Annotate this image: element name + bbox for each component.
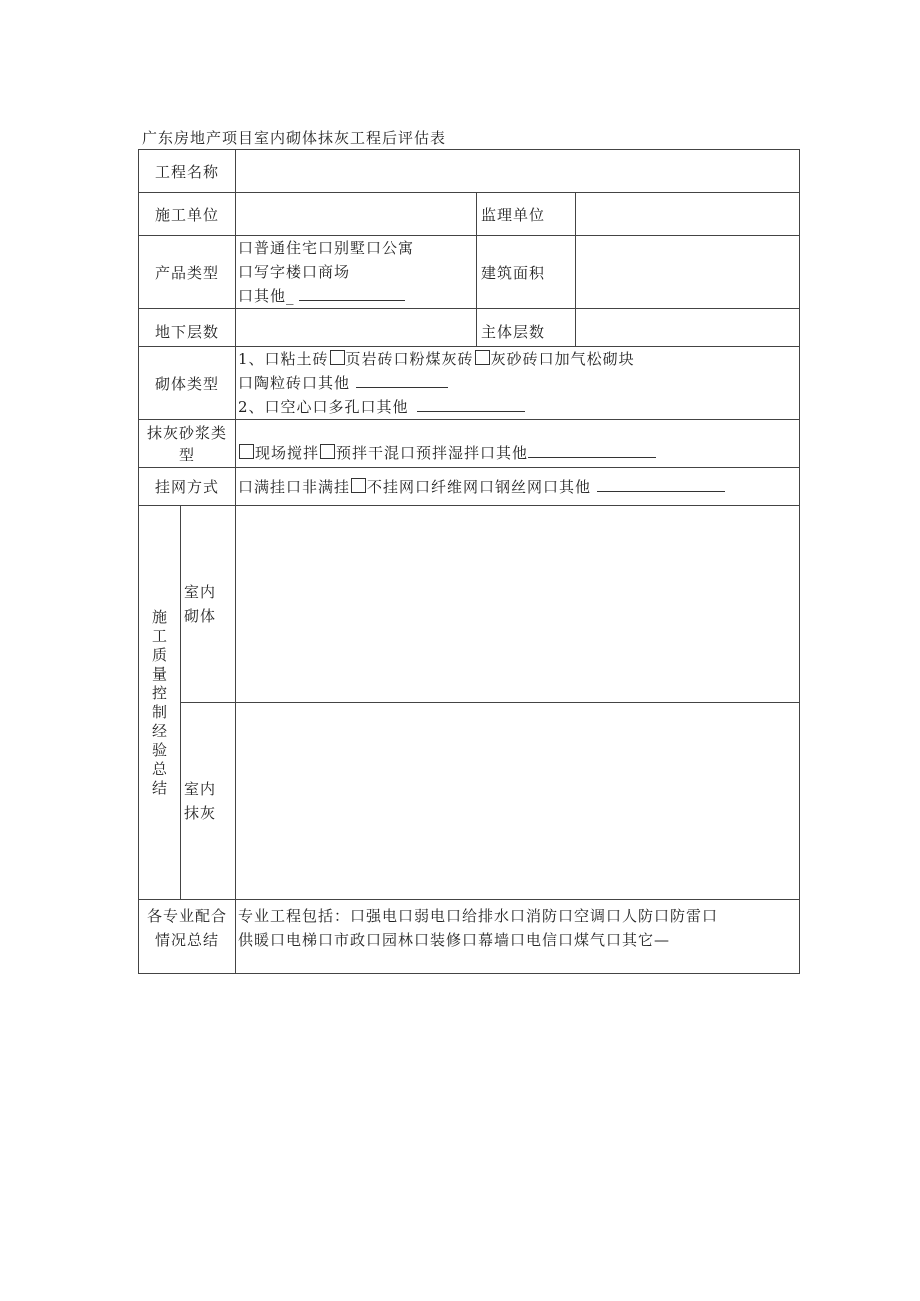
quality-plaster-row — [139, 703, 800, 900]
indoor-plaster-label — [181, 703, 236, 900]
product-type-line3: 口其他_ — [238, 287, 295, 305]
product-type-options[interactable] — [236, 236, 477, 309]
product-type-label: 产品类型 — [139, 236, 236, 309]
mortar-label-line2: 型 — [178, 445, 195, 464]
indoor-masonry-line1: 室内 — [184, 583, 217, 601]
coordination-label — [139, 900, 236, 974]
project-name-label: 工程名称 — [139, 150, 236, 193]
masonry-opt-clay: 1、口粘土砖 — [238, 350, 329, 368]
mortar-type-row — [139, 420, 800, 468]
mortar-type-options[interactable] — [236, 420, 800, 468]
mortar-opt-premix: 预拌干混口预拌湿拌口其他 — [336, 444, 529, 462]
quality-masonry-row — [139, 506, 800, 703]
project-name-field[interactable] — [236, 150, 800, 193]
product-type-line2: 口写字楼口商场 — [238, 263, 351, 281]
floors-row — [139, 309, 800, 347]
product-type-row — [139, 236, 800, 309]
supervisor-field[interactable] — [576, 193, 800, 236]
basement-floors-label: 地下层数 — [139, 309, 236, 347]
mesh-method-label: 挂网方式 — [139, 468, 236, 506]
coordination-label-line1: 各专业配合 — [146, 907, 227, 925]
contractor-row — [139, 193, 800, 236]
mortar-opt-site: 现场搅拌 — [255, 444, 320, 462]
mesh-method-options[interactable] — [236, 468, 800, 506]
masonry-line3: 2、口空心口多孔口其他 — [238, 398, 409, 416]
building-area-label: 建筑面积 — [477, 236, 576, 309]
indoor-plaster-line2: 抹灰 — [184, 804, 217, 822]
indoor-masonry-field[interactable] — [236, 506, 800, 703]
mesh-opt-full: 口满挂口非满挂 — [238, 477, 351, 496]
masonry-type-label: 砌体类型 — [139, 347, 236, 420]
checkbox-icon[interactable] — [239, 444, 254, 459]
checkbox-icon[interactable] — [475, 350, 490, 365]
indoor-masonry-line2: 砌体 — [184, 607, 217, 625]
masonry-type-options[interactable] — [236, 347, 800, 420]
coordination-label-line2: 情况总结 — [154, 931, 219, 949]
mortar-other-blank[interactable] — [528, 443, 656, 458]
mesh-row — [139, 468, 800, 506]
supervisor-label: 监理单位 — [477, 193, 576, 236]
evaluation-form-table — [138, 149, 800, 974]
coordination-field[interactable] — [236, 900, 800, 974]
masonry-hollow-other-blank[interactable] — [417, 397, 525, 412]
mesh-other-blank[interactable] — [597, 477, 725, 492]
checkbox-icon[interactable] — [320, 444, 335, 459]
checkbox-icon[interactable] — [351, 478, 366, 493]
form-title: 广东房地产项目室内砌体抹灰工程后评估表 — [142, 129, 447, 147]
indoor-masonry-label — [181, 506, 236, 703]
masonry-line2: 口陶粒砖口其他 — [238, 374, 351, 392]
quality-summary-label — [139, 506, 181, 900]
basement-floors-field[interactable] — [236, 309, 477, 347]
main-floors-label: 主体层数 — [477, 309, 576, 347]
mesh-opt-none: 不挂网口纤维网口钢丝网口其他 — [367, 477, 592, 496]
product-type-line1: 口普通住宅口别墅口公寓 — [238, 239, 415, 257]
masonry-type-row — [139, 347, 800, 420]
coordination-row — [139, 900, 800, 974]
indoor-plaster-field[interactable] — [236, 703, 800, 900]
building-area-field[interactable] — [576, 236, 800, 309]
mortar-type-label — [139, 420, 236, 468]
checkbox-icon[interactable] — [330, 350, 345, 365]
contractor-field[interactable] — [236, 193, 477, 236]
masonry-other-blank[interactable] — [356, 373, 448, 388]
mortar-label-line1: 抹灰砂浆类 — [146, 423, 227, 442]
indoor-plaster-line1: 室内 — [184, 780, 217, 798]
masonry-opt-lime: 灰砂砖口加气松砌块 — [490, 350, 635, 368]
quality-summary-text: 施工质量控制经验总结 — [151, 607, 167, 797]
contractor-label: 施工单位 — [139, 193, 236, 236]
masonry-opt-shale: 页岩砖口粉煤灰砖 — [345, 350, 474, 368]
coordination-line2: 供暖口电梯口市政口园林口装修口幕墙口电信口煤气口其它— — [238, 931, 671, 949]
main-floors-field[interactable] — [576, 309, 800, 347]
coordination-line1: 专业工程包括：口强电口弱电口给排水口消防口空调口人防口防雷口 — [238, 907, 719, 925]
project-name-row — [139, 150, 800, 193]
product-other-blank[interactable] — [299, 286, 405, 301]
